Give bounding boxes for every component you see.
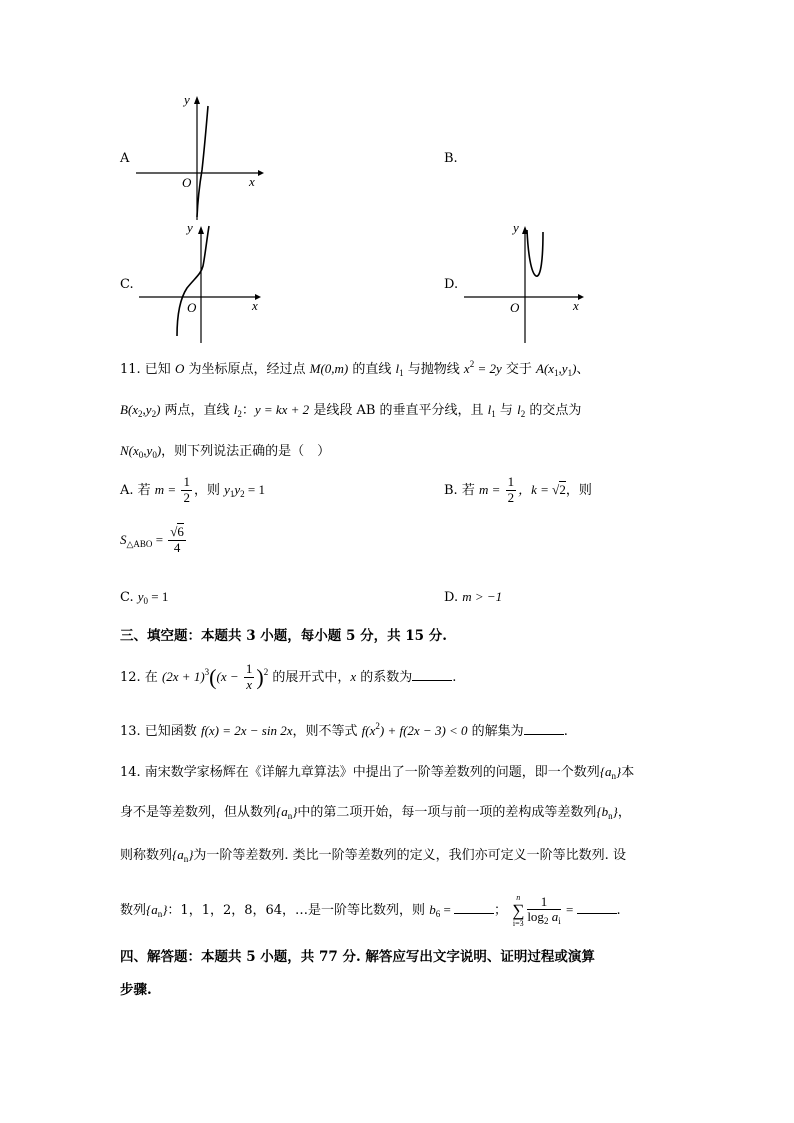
- graph-a-origin: O: [182, 175, 192, 190]
- section-3-heading: 三、填空题：本题共 3 小题，每小题 5 分，共 15 分.: [120, 628, 447, 644]
- graph-a: [130, 90, 270, 225]
- graph-a-curve: [197, 106, 208, 217]
- option-d-label: D.: [444, 277, 459, 292]
- option-a-label: A: [120, 151, 130, 166]
- q14-line4: 数列$\{a_n\}$：1，1，2，8，64，…是一阶等比数列，则 $b_6$ = ； n ∑ i=3 $\frac{1}{\log_2 a_i}$ = .: [120, 893, 621, 929]
- graph-d-x-arrow: [578, 294, 584, 300]
- q14-sum-answer-blank[interactable]: [577, 913, 617, 914]
- q11-line2: $B(x_2,y_2)$ 两点，直线 $l_2$：y = kx + 2 是线段 AB 的垂直平分线，且 $l_1$ 与 $l_2$ 的交点为: [120, 402, 582, 419]
- q14-line3: 则称数列$\{a_n\}$为一阶等差数列. 类比一阶等差数列的定义，我们亦可定义一阶等比数列. 设: [120, 847, 626, 864]
- graph-d-y-label: y: [513, 220, 519, 235]
- graph-c-origin: O: [187, 300, 197, 315]
- q14-line2: 身不是等差数列，但从数列$\{a_n\}$中的第二项开始，每一项与前一项的差构成等差数列$\{b_n\}$，: [120, 804, 631, 821]
- q11-option-a: A. 若 m = $\frac{1}{2}$ ，则 $y_1y_2 = 1$: [120, 474, 266, 505]
- q14-line1: 14. 南宋数学家杨辉在《详解九章算法》中提出了一阶等差数列的问题，即一个数列$\{a_n\}$本: [120, 764, 635, 781]
- q11-line3: $N(x_0,y_0)$，则下列说法正确的是（ ）: [120, 443, 331, 460]
- q11-line1: 11. 已知 O 为坐标原点，经过点 M(0,m) 的直线 $l_1$ 与抛物线 $x^2 = 2y$ 交于 $A(x_1,y_1)$、: [120, 359, 590, 378]
- q11-option-b-area: $S_{\triangle ABO}$ = $\frac{√6}{4}$: [120, 524, 184, 555]
- graph-d-curve: [527, 230, 543, 276]
- graph-a-y-arrow: [194, 96, 200, 104]
- q11-option-c: C. $y_0 = 1$: [120, 589, 169, 606]
- q14-b6-answer-blank[interactable]: [454, 913, 494, 914]
- graph-a-y-label: y: [184, 92, 190, 107]
- q13: 13. 已知函数 f(x) = 2x − sin 2x，则不等式 $f(x^2) + f(2x - 3) < 0$ 的解集为 .: [120, 721, 568, 739]
- option-c-label: C.: [120, 277, 134, 292]
- graph-c-y-arrow: [198, 226, 204, 234]
- graph-c-x-label: x: [252, 298, 258, 313]
- q11-option-b: B. 若 m = $\frac{1}{2}$ ，k = √2，则: [444, 474, 592, 505]
- q11-option-d: D. m > −1: [444, 589, 503, 605]
- q13-answer-blank[interactable]: [524, 734, 564, 735]
- graph-d-x-label: x: [573, 298, 579, 313]
- graph-a-x-arrow: [258, 170, 264, 176]
- graph-c-y-label: y: [187, 220, 193, 235]
- q12-answer-blank[interactable]: [412, 680, 452, 681]
- option-b-label: B.: [444, 151, 458, 166]
- graph-a-x-label: x: [249, 174, 255, 189]
- graph-d-origin: O: [510, 300, 520, 315]
- graph-d: [460, 218, 590, 348]
- graph-c-curve: [177, 226, 209, 336]
- q12: 12. 在 $(2x + 1)^3((x$ − $\frac{1}{x}$ )$^2$ 的展开式中，x 的系数为 .: [120, 661, 457, 692]
- graph-c: [135, 218, 270, 348]
- section-4-heading-line2: 步骤.: [120, 982, 152, 998]
- section-4-heading-line1: 四、解答题：本题共 5 小题，共 77 分. 解答应写出文字说明、证明过程或演算: [120, 949, 595, 965]
